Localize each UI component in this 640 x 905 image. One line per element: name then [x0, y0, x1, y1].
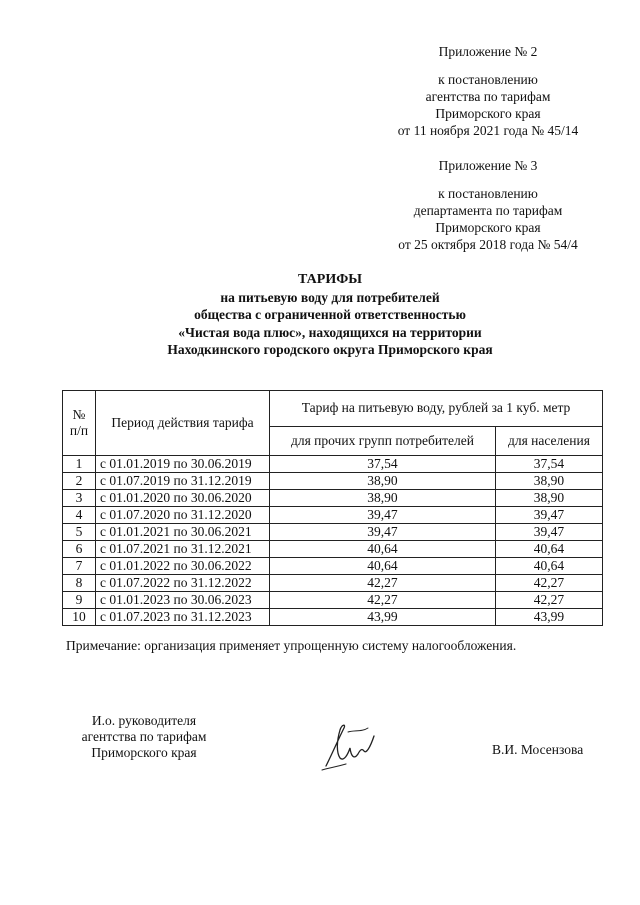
table-row	[63, 609, 603, 626]
row-tariff-other: 40,64	[270, 558, 496, 575]
row-period: с 01.01.2021 по 30.06.2021	[96, 524, 270, 541]
position-line: агентства по тарифам	[81, 729, 207, 744]
row-tariff-population: 40,64	[495, 558, 602, 575]
row-tariff-other: 37,54	[270, 456, 496, 473]
appendix-2-heading: Приложение № 2	[438, 44, 538, 59]
row-number: 3	[63, 490, 96, 507]
row-tariff-population: 38,90	[495, 473, 602, 490]
row-period: с 01.07.2020 по 31.12.2020	[96, 507, 270, 524]
title-line: «Чистая вода плюс», находящихся на территории	[178, 324, 482, 340]
note-text: Примечание: организация применяет упрощенную систему налогообложения.	[66, 638, 517, 653]
appendix-2-line: к постановлению	[438, 72, 538, 87]
row-number: 10	[63, 609, 96, 626]
appendix-3-line: департамента по тарифам	[413, 203, 563, 218]
table-row	[63, 490, 603, 507]
row-period: с 01.07.2019 по 31.12.2019	[96, 473, 270, 490]
appendix-2-line: Приморского края	[435, 106, 541, 121]
signature-icon	[318, 718, 378, 774]
signatory-position	[64, 713, 224, 761]
row-tariff-other: 38,90	[270, 473, 496, 490]
row-period: с 01.07.2023 по 31.12.2023	[96, 609, 270, 626]
row-tariff-population: 39,47	[495, 524, 602, 541]
row-number: 9	[63, 592, 96, 609]
row-period: с 01.01.2020 по 30.06.2020	[96, 490, 270, 507]
title-line: Находкинского городского округа Приморского края	[167, 342, 493, 357]
row-period: с 01.01.2023 по 30.06.2023	[96, 592, 270, 609]
appendix-2-block	[368, 43, 608, 139]
row-period: с 01.01.2019 по 30.06.2019	[96, 456, 270, 473]
row-number: 5	[63, 524, 96, 541]
table-row	[63, 541, 603, 558]
row-tariff-population: 42,27	[495, 575, 602, 592]
tariffs-table	[62, 390, 603, 626]
row-tariff-other: 42,27	[270, 575, 496, 592]
row-period: с 01.07.2022 по 31.12.2022	[96, 575, 270, 592]
appendix-3-line: Приморского края	[435, 220, 541, 235]
title-main: ТАРИФЫ	[298, 272, 362, 287]
header-number: № п/п	[63, 391, 96, 456]
row-tariff-other: 39,47	[270, 507, 496, 524]
table-row	[63, 456, 603, 473]
header-population: для населения	[495, 426, 602, 455]
row-tariff-population: 38,90	[495, 490, 602, 507]
table-row	[63, 575, 603, 592]
row-tariff-population: 42,27	[495, 592, 602, 609]
header-period: Период действия тарифа	[96, 391, 270, 456]
row-number: 7	[63, 558, 96, 575]
appendix-2-line: агентства по тарифам	[425, 89, 551, 104]
row-tariff-population: 37,54	[495, 456, 602, 473]
position-line: Приморского края	[91, 745, 197, 760]
header-tariff: Тариф на питьевую воду, рублей за 1 куб. метр	[270, 391, 603, 427]
row-number: 8	[63, 575, 96, 592]
signer-name: В.И. Мосензова	[492, 742, 584, 757]
document-title	[80, 271, 580, 359]
row-tariff-other: 43,99	[270, 609, 496, 626]
title-line: на питьевую воду для потребителей	[220, 289, 440, 305]
row-tariff-population: 40,64	[495, 541, 602, 558]
row-number: 6	[63, 541, 96, 558]
row-tariff-other: 40,64	[270, 541, 496, 558]
row-period: с 01.07.2021 по 31.12.2021	[96, 541, 270, 558]
title-line: общества с ограниченной ответственностью	[194, 307, 466, 322]
row-tariff-population: 43,99	[495, 609, 602, 626]
row-number: 1	[63, 456, 96, 473]
position-line: И.о. руководителя	[91, 713, 197, 728]
table-row	[63, 592, 603, 609]
table-body	[63, 456, 603, 626]
table-row	[63, 473, 603, 490]
row-tariff-population: 39,47	[495, 507, 602, 524]
appendix-3-line: к постановлению	[438, 186, 538, 201]
row-tariff-other: 42,27	[270, 592, 496, 609]
table-row	[63, 524, 603, 541]
table-row	[63, 507, 603, 524]
appendix-2-line: от 11 ноября 2021 года № 45/14	[397, 123, 579, 138]
row-number: 4	[63, 507, 96, 524]
appendix-3-block	[368, 157, 608, 253]
appendix-3-heading: Приложение № 3	[438, 158, 538, 173]
row-number: 2	[63, 473, 96, 490]
appendix-3-line: от 25 октября 2018 года № 54/4	[398, 237, 578, 252]
row-period: с 01.01.2022 по 30.06.2022	[96, 558, 270, 575]
row-tariff-other: 39,47	[270, 524, 496, 541]
row-tariff-other: 38,90	[270, 490, 496, 507]
table-row	[63, 558, 603, 575]
header-other-consumers: для прочих групп потребителей	[270, 426, 496, 455]
